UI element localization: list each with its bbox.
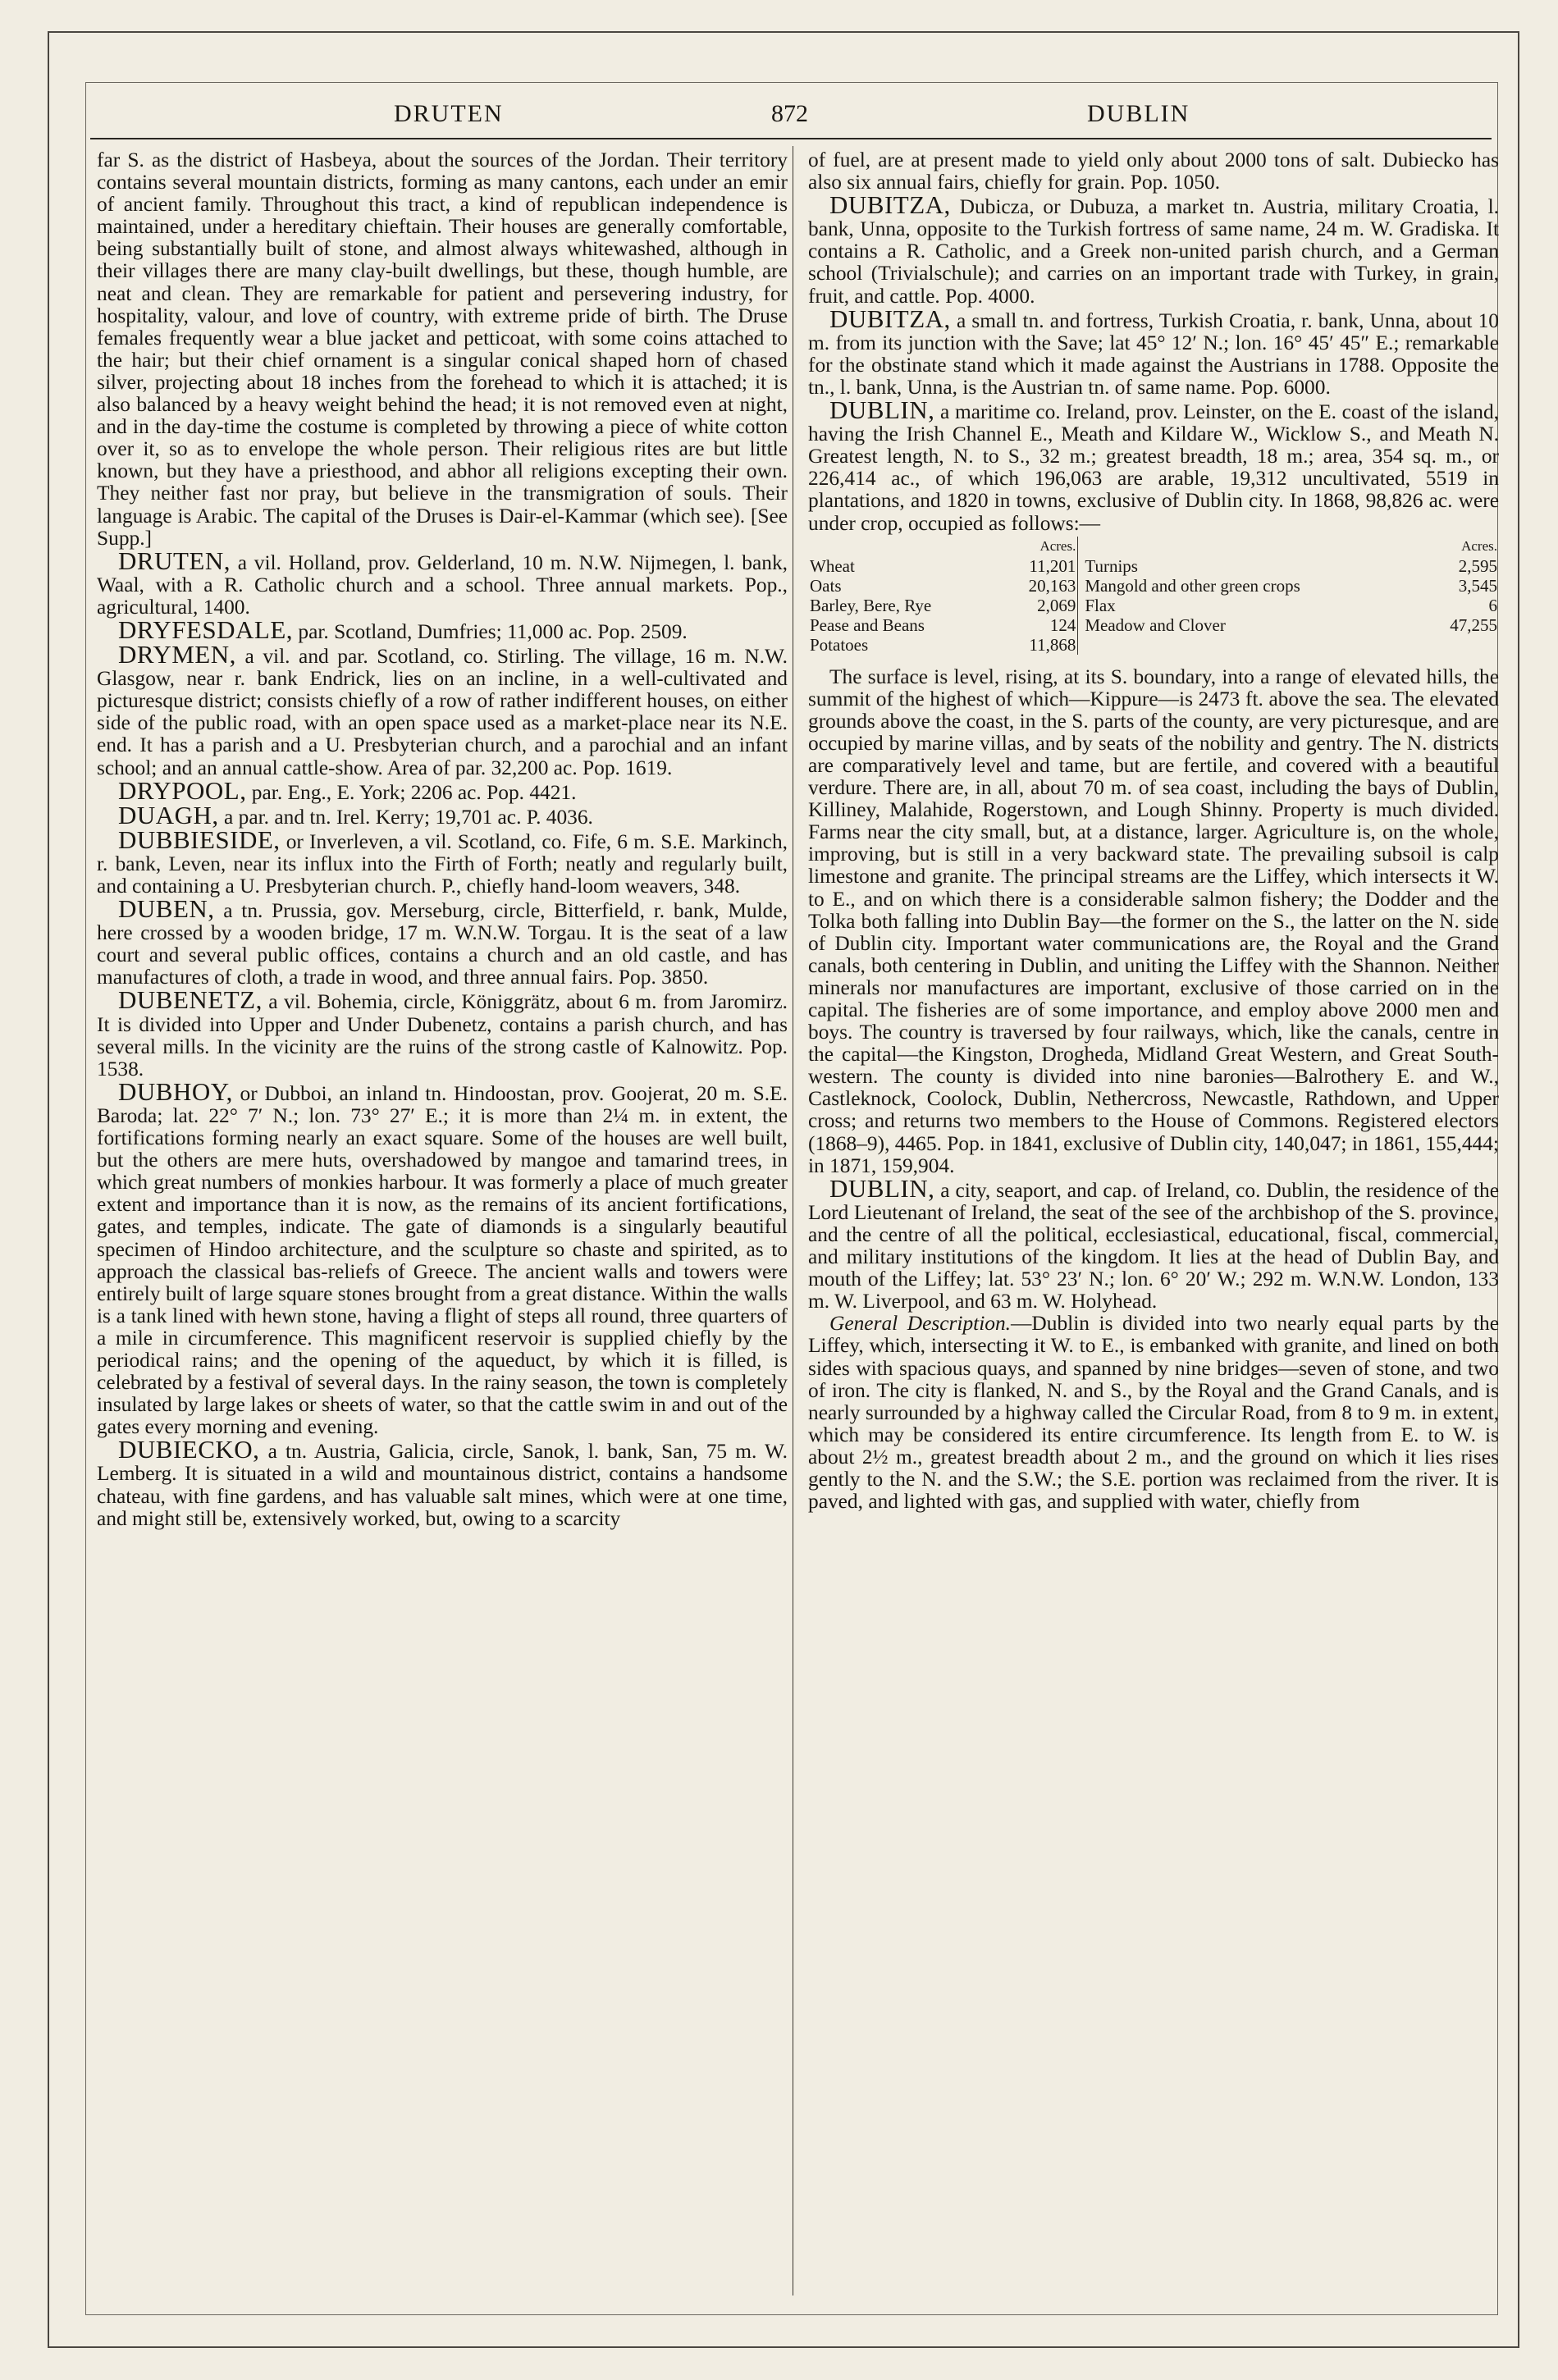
right-column-bottom (808, 666, 1499, 1514)
crop-acres: 124 (1049, 614, 1076, 635)
crop-acres: 6 (1488, 595, 1497, 615)
crop-name: Turnips (1078, 556, 1421, 576)
crop-name: Flax (1078, 596, 1421, 615)
crop-acres: 3,545 (1458, 575, 1497, 596)
entry-headword: DRYPOOL, (118, 775, 247, 805)
entry-headword: DUBBIESIDE, (118, 825, 281, 854)
section-heading: General Description. (829, 1312, 1012, 1336)
entry-paragraph (97, 894, 788, 989)
entry-text: a maritime co. Ireland, prov. Leinster, on the E. coast of the island, having the Irish Channel E., Meath and Kildare W., Wicklow S., and Meath N. Greatest length, N. to S., 32 m.; greatest breadth, 18 m.; area, 354 sq. m., or 226,414 ac., of which 196,063 are arable, 19,312 uncultivated, 5519 in plantations, and 1820 in towns, exclusive of Dublin city. In 1868, 98,826 ac. were under crop, occupied as follows:— (808, 400, 1499, 535)
entry-headword: DUBENETZ, (118, 985, 263, 1015)
acres-header-right: Acres. (1461, 537, 1497, 554)
entry-text: or Inverleven, a vil. Scotland, co. Fife, 6 m. S.E. Markinch, r. bank, Leven, near its influx into the Firth of Forth; neatly and regularly built, and containing a U. Presbyterian church. P., chiefly hand-loom weavers, 348. (97, 829, 788, 898)
entry-text: par. Eng., E. York; 2206 ac. Pop. 4421. (246, 780, 577, 804)
page-number: 872 (771, 100, 808, 127)
entry-headword: DRYMEN, (118, 640, 236, 669)
entry-text: a small tn. and fortress, Turkish Croatia, r. bank, Unna, about 10 m. from its junction with the Save; lat 45° 12′ N.; lon. 16° 45′ 45″ E.; remarkable for the obstinate stand which it made against the Austrians in 1788. Opposite the tn., l. bank, Unna, is the Austrian tn. of same name. Pop. 6000. (808, 308, 1499, 399)
page-header (90, 92, 1492, 141)
crop-acres: 2,595 (1458, 555, 1497, 576)
crop-acres: 11,868 (1029, 634, 1076, 655)
right-column (808, 149, 1499, 1513)
entry-paragraph (808, 149, 1499, 194)
crop-row (808, 635, 1499, 655)
entry-headword: DRUTEN, (118, 546, 231, 575)
crop-name: Mangold and other green crops (1078, 576, 1421, 596)
crop-name: Wheat (810, 555, 855, 576)
crop-acres: 47,255 (1450, 614, 1497, 635)
entry-paragraph (97, 1076, 788, 1439)
entry-headword: DUBIECKO, (118, 1435, 260, 1464)
entry-paragraph (97, 149, 788, 550)
entry-text: a vil. and par. Scotland, co. Stirling. The village, 16 m. N.W. Glasgow, near r. bank Endrick, lies on an incline, in a well-cultivated and picturesque district; consists chiefly of a row of rather indifferent houses, on either side of the public road, with an open space used as a market-place near its N.E. end. It has a parish and a U. Presbyterian church, and a parochial and an infant school; and an annual cattle-show. Area of par. 32,200 ac. Pop. 1619. (97, 645, 788, 779)
entry-text: par. Scotland, Dumfries; 11,000 ac. Pop. 2509. (293, 619, 688, 643)
crop-row (808, 556, 1499, 576)
entry-text: Dubicza, or Dubuza, a market tn. Austria, military Croatia, l. bank, Unna, opposite to the Turkish fortress of same name, 24 m. W. Gradiska. It contains a R. Catholic, and a Greek non-united parish church, and a German school (Trivialschule); and carries on an important trade with Turkey, in grain, fruit, and cattle. Pop. 4000. (808, 195, 1499, 308)
entry-headword: DUBEN, (118, 894, 215, 924)
crop-name: Barley, Bere, Rye (810, 595, 932, 615)
crop-row (808, 576, 1499, 596)
entry-text: or Dubboi, an inland tn. Hindoostan, prov. Goojerat, 20 m. S.E. Baroda; lat. 22° 7′ N.; lon. 73° 27′ E.; it is more than 2¼ m. in extent, the fortifications forming nearly an exact square. Some of the houses are well built, but the others are mere huts, overshadowed by mangoe and tamarind trees, in which great numbers of monkies harbour. It was formerly a place of much greater extent and importance than it is now, as the remains of its ancient fortifications, gates, and temples, indicate. The gate of diamonds is a singularly beautiful specimen of Hindoo architecture, and the sculpture so chaste and spirited, as to approach the classical bas-reliefs of Greece. The ancient walls and towers were entirely built of large square stones brought from a great distance. Within the walls is a tank lined with hewn stone, having a flight of steps all round, three quarters of a mile in circumference. This magnificent reservoir is supplied chiefly by the periodical rains; and the opening of the aqueduct, by which it is filled, is celebrated by a festival of several days. In the rainy season, the town is completely insulated by large lakes or sheets of water, so that the cattle swim in and out of the gates every morning and evening. (97, 1081, 788, 1439)
entry-paragraph (808, 1313, 1499, 1513)
header-right-word: DUBLIN (1087, 100, 1190, 127)
crop-name: Potatoes (810, 634, 869, 655)
entry-text: a vil. Holland, prov. Gelderland, 10 m. N.W. Nijmegen, l. bank, Waal, with a R. Catholic church and a school. Three annual markets. Pop., agricultural, 1400. (97, 550, 788, 619)
entry-text: a city, seaport, and cap. of Ireland, co. Dublin, the residence of the Lord Lieutenant of Ireland, the seat of the see of the archbishop of the S. province, and the centre of all the political, ecclesiastical, educational, fiscal, commercial, and military institutions of the kingdom. It lies at the head of Dublin Bay, and mouth of the Liffey; lat. 53° 23′ N.; lon. 6° 20′ W.; 292 m. W.N.W. London, 133 m. W. Liverpool, and 63 m. W. Holyhead. (808, 1178, 1499, 1313)
entry-headword: DUBLIN, (829, 1173, 935, 1203)
entry-text: The surface is level, rising, at its S. boundary, into a range of elevated hills, the summit of the highest of which—Kippure—is 2473 ft. above the sea. The elevated grounds above the coast, in the S. parts of the county, are very picturesque, and are occupied by marine villas, and by seats of the nobility and gentry. The N. districts are comparatively level and tame, but are fertile, and covered with a beautiful verdure. There are, in all, about 70 m. of sea coast, including the bays of Dublin, Killiney, Malahide, Rogerstown, and Lough Shinny. Property is much divided. Farms near the city small, but, at a distance, larger. Agriculture is, on the whole, improving, but is still in a very backward state. The prevailing subsoil is calp limestone and granite. The principal streams are the Liffey, which intersects it W. to E., and on which there is a considerable salmon fishery; the Dodder and the Tolka both falling into Dublin Bay—the former on the S., the latter on the N. side of Dublin city. Important water communications are, the Royal and the Grand canals, both centering in Dublin, and uniting the Liffey with the Shannon. Neither minerals nor manufactures are important, exclusive of those carried on in the capital. The fisheries are of some importance, and employ above 2000 men and boys. The country is traversed by four railways, which, like the canals, centre in the capital—the Kingston, Drogheda, Midland Great Western, and Great South-western. The county is divided into nine baronies—Balrothery E. and W., Castleknock, Coolock, Dublin, Nethercross, Newcastle, Rathdown, and Upper cross; and returns two members to the House of Commons. Registered electors (1868–9), 4465. Pop. in 1841, exclusive of Dublin city, 140,047; in 1861, 155,444; in 1871, 159,904. (808, 665, 1499, 1177)
entry-headword: DUBHOY, (118, 1076, 233, 1106)
crop-name (1078, 635, 1421, 655)
crop-acres: 2,069 (1037, 595, 1076, 615)
right-column-top (808, 149, 1499, 535)
entry-headword: DUBITZA, (829, 190, 951, 220)
entry-paragraph (808, 190, 1499, 308)
left-column (97, 149, 788, 1530)
crop-name: Meadow and Clover (1078, 615, 1421, 635)
entry-paragraph (97, 1435, 788, 1530)
entry-paragraph (97, 546, 788, 619)
entry-paragraph (97, 985, 788, 1080)
crop-acres: 20,163 (1028, 575, 1076, 596)
crop-name: Oats (810, 575, 842, 596)
entry-text: of fuel, are at present made to yield only about 2000 tons of salt. Dubiecko has also six annual fairs, chiefly for grain. Pop. 1050. (808, 148, 1499, 194)
entry-paragraph (97, 825, 788, 898)
entry-text: far S. as the district of Hasbeya, about the sources of the Jordan. Their territory contains several mountain districts, forming as many cantons, each under an emir of ancient family. Throughout this tract, a kind of republican independence is maintained, under a hereditary chieftain. Their houses are generally comfortable, being substantially built of stone, and almost always whitewashed, although in their villages there are many clay-built dwellings, but these, though humble, are neat and clean. They are remarkable for patient and persevering industry, for hospitality, valour, and love of country, with extreme pride of birth. The Druse females frequently wear a blue jacket and petticoat, with some coins attached to the hair; but their chief ornament is a singular conical shaped horn of chased silver, projecting about 18 inches from the forehead to which it is attached; it is also balanced by a heavy weight behind the head; it is not removed even at night, and in the day-time the costume is completed by throwing a piece of white cotton over it, so as to envelope the whole person. Their religious rites are but little known, but they have a priesthood, and abhor all religions excepting their own. They neither fast nor pray, but believe in the transmigration of souls. Their language is Arabic. The capital of the Druses is Dair-el-Kammar (which see). [See Supp.] (97, 148, 788, 550)
crop-acres: 11,201 (1029, 555, 1076, 576)
crop-row (808, 615, 1499, 635)
entry-text: a par. and tn. Irel. Kerry; 19,701 ac. P. 4036. (218, 805, 593, 829)
entry-headword: DUBLIN, (829, 395, 935, 425)
crop-table (808, 537, 1499, 655)
crop-row (808, 596, 1499, 615)
entry-headword: DUAGH, (118, 800, 219, 829)
entry-text: a tn. Austria, Galicia, circle, Sanok, l. bank, San, 75 m. W. Lemberg. It is situated in a wild and mountainous district, contains a handsome chateau, with fine gardens, and has valuable salt mines, which were at one time, and might still be, extensively worked, but, owing to a scarcity (97, 1440, 788, 1530)
entry-headword: DRYFESDALE, (118, 614, 294, 644)
entry-headword: DUBITZA, (829, 304, 951, 333)
entry-text: a tn. Prussia, gov. Merseburg, circle, Bitterfield, r. bank, Mulde, here crossed by a wooden bridge, 17 m. W.N.W. Torgau. It is the seat of a law court and several public offices, contains a church and an old castle, and has manufactures of cloth, a trade in wood, and three annual fairs. Pop. 3850. (97, 899, 788, 989)
header-left-word: DRUTEN (394, 100, 504, 127)
entry-paragraph (808, 666, 1499, 1177)
entry-paragraph (808, 395, 1499, 535)
entry-text: —Dublin is divided into two nearly equal parts by the Liffey, which, intersecting it W. to E., is embanked with granite, and lined on both sides with spacious quays, and spanned by nine bridges—seven of stone, and two of iron. The city is flanked, N. and S., by the Royal and the Grand Canals, and is nearly surrounded by a highway called the Circular Road, from 8 to 9 m. in extent, which may be considered its entire circumference. Its length from E. to W. is about 2½ m., greatest breadth about 2 m., and the ground on which it lies rises gently to the N. and the S.W.; the S.E. portion was reclaimed from the river. It is paved, and lighted with gas, and supplied with water, chiefly from (808, 1312, 1499, 1514)
header-rule (90, 138, 1492, 139)
entry-paragraph (808, 1173, 1499, 1313)
acres-header-left: Acres. (1039, 537, 1076, 554)
entry-paragraph (808, 304, 1499, 399)
entry-text: a vil. Bohemia, circle, Königgrätz, about 6 m. from Jaromirz. It is divided into Upper and Under Dubenetz, contains a parish church, and has several mills. In the vicinity are the ruins of the strong castle of Kalnowitz. Pop. 1538. (97, 990, 788, 1080)
entry-paragraph (97, 640, 788, 779)
crop-name: Pease and Beans (810, 614, 925, 635)
crop-acres (1421, 635, 1499, 655)
